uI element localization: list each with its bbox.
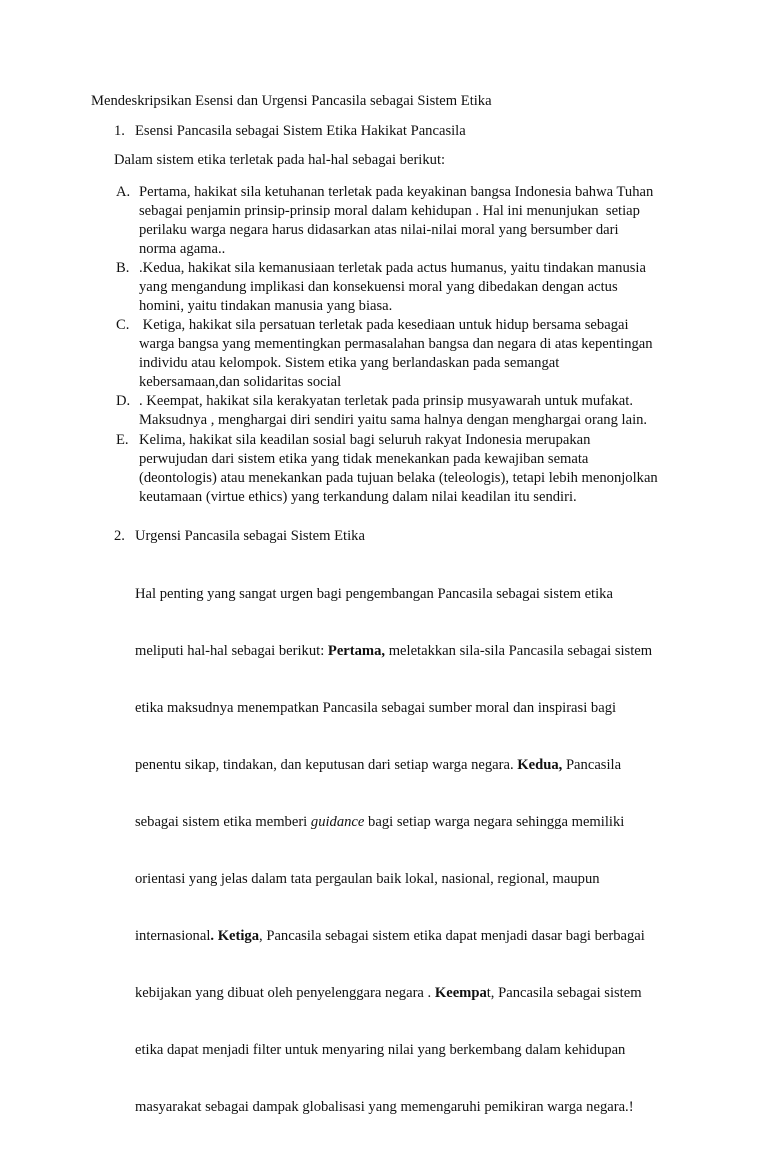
list-item-a-line-3: perilaku warga negara harus didasarkan atas nilai-nilai moral yang bersumber dari — [139, 222, 619, 238]
list-item-a — [139, 183, 699, 259]
list-item-d — [139, 392, 699, 430]
list-item-d-line-2: Maksudnya , menghargai diri sendiri yaitu sama halnya dengan menghargai orang lain. — [139, 412, 648, 428]
list-marker-c: C. — [116, 317, 130, 333]
list-item-b-line-1: .Kedua, hakikat sila kemanusiaan terletak pada actus humanus, yaitu tindakan manusia — [139, 260, 646, 276]
list-marker-d: D. — [116, 393, 131, 409]
section-2-line-1 — [135, 585, 675, 604]
list-marker-b: B. — [116, 260, 130, 276]
section-2-line-6 — [135, 870, 675, 889]
list-item-e — [139, 431, 699, 507]
text-run: , Pancasila sebagai sistem etika dapat menjadi dasar bagi berbagai — [259, 928, 645, 944]
list-item-e-line-2: perwujudan dari sistem etika yang tidak menekankan pada kewajiban semata — [139, 451, 589, 467]
section-2-heading: Urgensi Pancasila sebagai Sistem Etika — [135, 528, 365, 544]
text-run: Pancasila — [562, 757, 622, 773]
bold-ketiga: . Ketiga — [210, 928, 260, 944]
section-2-number: 2. — [114, 528, 125, 544]
list-item-e-line-3: (deontologis) atau menekankan pada tujuan belaka (teleologis), tetapi lebih menonjolkan — [139, 470, 658, 486]
section-2-line-3 — [135, 699, 675, 718]
text-run: meletakkan sila-sila Pancasila sebagai sistem — [385, 643, 653, 659]
text-run: etika dapat menjadi filter untuk menyaring nilai yang berkembang dalam kehidupan — [135, 1042, 626, 1058]
text-run: Hal penting yang sangat urgen bagi pengembangan Pancasila sebagai sistem etika — [135, 586, 613, 602]
text-run: sebagai sistem etika memberi — [135, 814, 311, 830]
section-2-line-4 — [135, 756, 675, 775]
document-title: Mendeskripsikan Esensi dan Urgensi Pancasila sebagai Sistem Etika — [91, 93, 492, 109]
text-run: masyarakat sebagai dampak globalisasi yang memengaruhi pemikiran warga negara.! — [135, 1099, 634, 1115]
text-run: etika maksudnya menempatkan Pancasila sebagai sumber moral dan inspirasi bagi — [135, 700, 617, 716]
list-item-e-line-1: Kelima, hakikat sila keadilan sosial bagi seluruh rakyat Indonesia merupakan — [139, 432, 591, 448]
text-run: t, Pancasila sebagai sistem — [486, 985, 642, 1001]
list-item-b-line-2: yang mengandung implikasi dan konsekuensi moral yang dibedakan dengan actus — [139, 279, 618, 295]
list-item-e-line-4: keutamaan (virtue ethics) yang terkandung dalam nilai keadilan itu sendiri. — [139, 489, 577, 505]
italic-guidance: guidance — [310, 814, 365, 830]
list-item-d-line-1: . Keempat, hakikat sila kerakyatan terletak pada prinsip musyawarah untuk mufakat. — [139, 393, 633, 409]
text-run: internasional — [135, 928, 211, 944]
list-item-a-line-2: sebagai penjamin prinsip-prinsip moral dalam kehidupan . Hal ini menunjukan setiap — [139, 203, 640, 219]
text-run: meliputi hal-hal sebagai berikut: — [135, 643, 328, 659]
section-1-heading: Esensi Pancasila sebagai Sistem Etika Hakikat Pancasila — [135, 123, 466, 139]
list-item-c-line-4: kebersamaan,dan solidaritas social — [139, 374, 342, 390]
list-marker-e: E. — [116, 432, 129, 448]
section-2-line-10 — [135, 1098, 675, 1117]
section-2-line-7 — [135, 927, 675, 946]
section-2-line-2 — [135, 642, 675, 661]
section-2-line-8 — [135, 984, 675, 1003]
text-run: orientasi yang jelas dalam tata pergaulan baik lokal, nasional, regional, maupun — [135, 871, 600, 887]
list-item-c-line-1: Ketiga, hakikat sila persatuan terletak pada kesediaan untuk hidup bersama sebagai — [139, 317, 629, 333]
list-item-c-line-2: warga bangsa yang mementingkan permasalahan bangsa dan negara di atas kepentingan — [139, 336, 653, 352]
list-item-c — [139, 316, 699, 392]
list-marker-a: A. — [116, 184, 131, 200]
section-1-number: 1. — [114, 123, 125, 139]
list-item-a-line-4: norma agama.. — [139, 241, 226, 257]
text-run: kebijakan yang dibuat oleh penyelenggara negara . — [135, 985, 435, 1001]
text-run: penentu sikap, tindakan, dan keputusan dari setiap warga negara. — [135, 757, 518, 773]
bold-keempat: Keempa — [434, 985, 487, 1001]
list-item-b — [139, 259, 699, 316]
bold-pertama: Pertama, — [327, 643, 386, 659]
section-1-intro: Dalam sistem etika terletak pada hal-hal sebagai berikut: — [114, 152, 446, 168]
bold-kedua: Kedua, — [517, 757, 563, 773]
list-item-c-line-3: individu atau kelompok. Sistem etika yang berlandaskan pada semangat — [139, 355, 560, 371]
section-2-body — [135, 547, 675, 1155]
text-run: bagi setiap warga negara sehingga memiliki — [364, 814, 625, 830]
section-2-line-5 — [135, 813, 675, 832]
list-item-a-line-1: Pertama, hakikat sila ketuhanan terletak pada keyakinan bangsa Indonesia bahwa Tuhan — [139, 184, 654, 200]
list-item-b-line-3: homini, yaitu tindakan manusia yang biasa. — [139, 298, 393, 314]
section-2-line-9 — [135, 1041, 675, 1060]
